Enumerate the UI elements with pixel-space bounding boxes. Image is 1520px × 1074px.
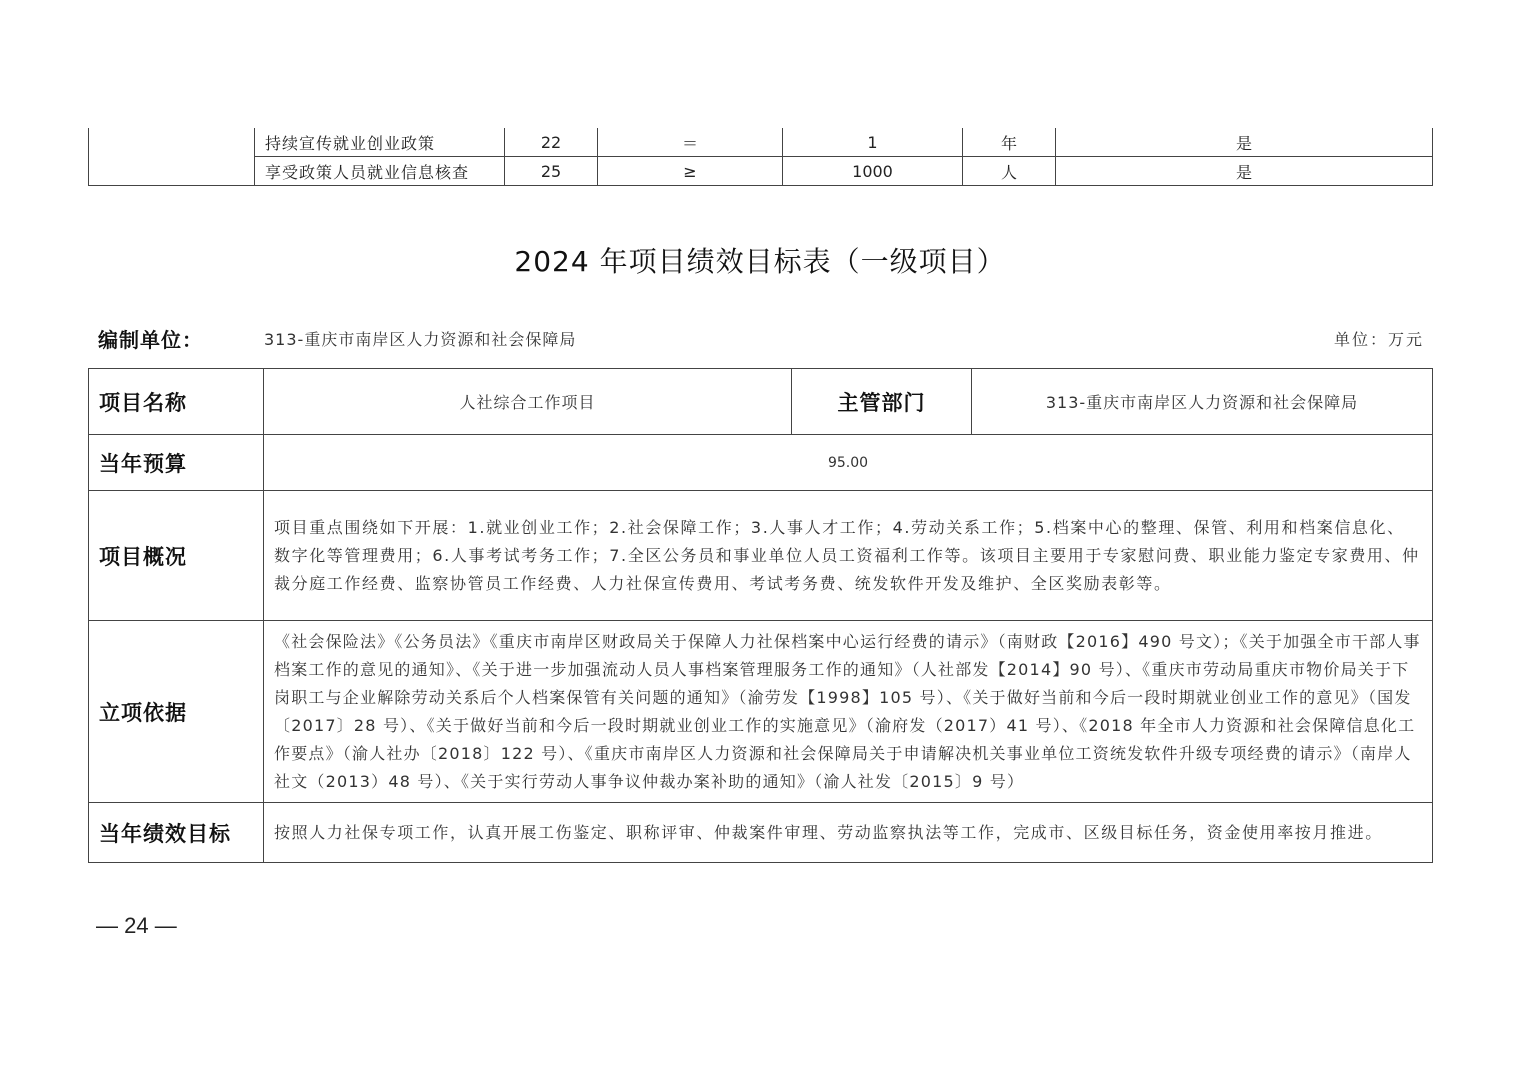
merged-category-cell — [89, 128, 255, 186]
currency-unit: 单位：万元 — [1334, 330, 1425, 349]
overview-label: 项目概况 — [89, 491, 264, 621]
indicator-flag: 是 — [1056, 157, 1433, 186]
indicator-operator: ＝ — [598, 128, 783, 157]
indicator-unit: 年 — [963, 128, 1056, 157]
table-row — [89, 128, 1433, 157]
indicator-table-continued — [88, 128, 1433, 186]
table-row — [89, 157, 1433, 186]
page-title: 2024 年项目绩效目标表（一级项目） — [514, 245, 1006, 278]
table-row — [89, 435, 1433, 491]
table-row — [89, 803, 1433, 863]
page-number: — 24 — — [96, 913, 177, 938]
indicator-value: 1000 — [783, 157, 963, 186]
project-name-value: 人社综合工作项目 — [264, 369, 792, 435]
table-row — [89, 621, 1433, 803]
indicator-flag: 是 — [1056, 128, 1433, 157]
indicator-name: 持续宣传就业创业政策 — [255, 128, 505, 157]
dept-label: 主管部门 — [792, 369, 972, 435]
indicator-value: 1 — [783, 128, 963, 157]
indicator-score: 22 — [505, 128, 598, 157]
goal-label: 当年绩效目标 — [89, 803, 264, 863]
compiling-unit-value: 313-重庆市南岸区人力资源和社会保障局 — [264, 330, 577, 349]
budget-label: 当年预算 — [89, 435, 264, 491]
overview-text: 项目重点围绕如下开展：1.就业创业工作；2.社会保障工作；3.人事人才工作；4.劳动关系工作；5.档案中心的整理、保管、利用和档案信息化、数字化等管理费用；6.人事考试考务工作；7.全区公务员和事业单位人员工资福利工作等。该项目主要用于专家慰问费、职业能力鉴定专家费用、仲裁分庭工作经费、监察协管员工作经费、人力社保宣传费用、考试考务费、统发软件开发及维护、全区奖励表彰等。 — [264, 491, 1433, 621]
performance-goal-table — [88, 368, 1433, 863]
basis-text: 《社会保险法》《公务员法》《重庆市南岸区财政局关于保障人力社保档案中心运行经费的请示》（南财政【2016】490 号文）；《关于加强全市干部人事档案工作的意见的通知》、《关于进一步加强流动人员人事档案管理服务工作的通知》（人社部发【2014】90 号）、《重庆市劳动局重庆市物价局关于下岗职工与企业解除劳动关系后个人档案保管有关问题的通知》（渝劳发【1998】105 号）、《关于做好当前和今后一段时期就业创业工作的意见》（国发〔2017〕28 号）、《关于做好当前和今后一段时期就业创业工作的实施意见》（渝府发（2017）41 号）、《2018 年全市人力资源和社会保障信息化工作要点》（渝人社办〔2018〕122 号）、《重庆市南岸区人力资源和社会保障局关于申请解决机关事业单位工资统发软件升级专项经费的请示》（南岸人社文（2013）48 号）、《关于实行劳动人事争议仲裁办案补助的通知》（渝人社发〔2015〕9 号） — [264, 621, 1433, 803]
project-name-label: 项目名称 — [89, 369, 264, 435]
goal-text: 按照人力社保专项工作，认真开展工伤鉴定、职称评审、仲裁案件审理、劳动监察执法等工作，完成市、区级目标任务，资金使用率按月推进。 — [264, 803, 1433, 863]
budget-value: 95.00 — [264, 435, 1433, 491]
table-row — [89, 369, 1433, 435]
table-row — [89, 491, 1433, 621]
indicator-operator: ≥ — [598, 157, 783, 186]
basis-label: 立项依据 — [89, 621, 264, 803]
dept-value: 313-重庆市南岸区人力资源和社会保障局 — [972, 369, 1433, 435]
indicator-unit: 人 — [963, 157, 1056, 186]
indicator-score: 25 — [505, 157, 598, 186]
indicator-name: 享受政策人员就业信息核查 — [255, 157, 505, 186]
compiling-unit-label: 编制单位： — [98, 328, 203, 352]
